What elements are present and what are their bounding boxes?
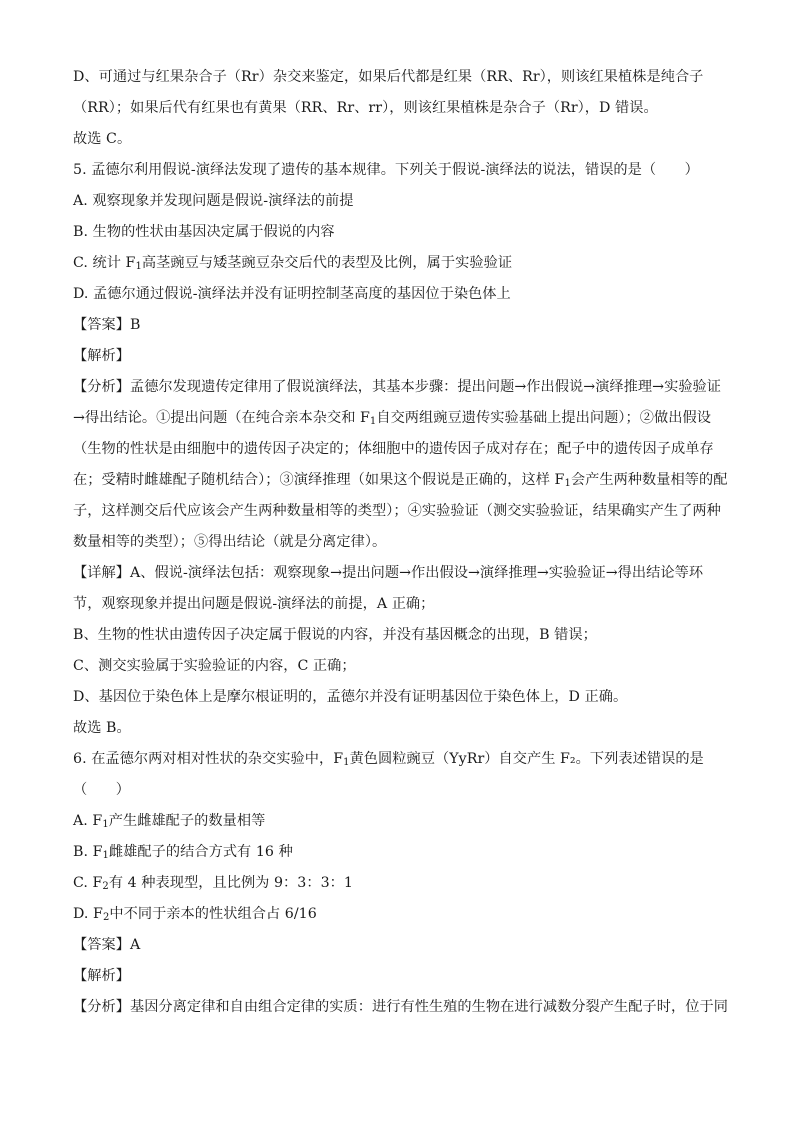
- text-line: [73, 124, 723, 155]
- text-line: [73, 992, 728, 1023]
- text-line: [73, 310, 723, 341]
- text-line: [73, 341, 723, 372]
- text-line: [73, 372, 723, 403]
- subscript: 2: [102, 881, 109, 892]
- line-text: 6. 在孟德尔两对相对性状的杂交实验中，F: [73, 751, 344, 767]
- line-text: D. F: [73, 906, 103, 922]
- line-text: 【答案】B: [73, 317, 141, 333]
- line-text: 【详解】A、假说-演绎法包括：观察现象→提出问题→作出假设→演绎推理→实验验证→得出结论等环: [73, 565, 704, 581]
- line-text: D、基因位于染色体上是摩尔根证明的，孟德尔并没有证明基因位于染色体上，D 正确。: [73, 689, 628, 705]
- subscript: 1: [343, 757, 350, 768]
- text-line: [73, 279, 723, 310]
- subscript: 2: [102, 912, 110, 923]
- line-text: B、生物的性状由遗传因子决定属于假说的内容，并没有基因概念的出现，B 错误；: [73, 627, 597, 643]
- line-text: A. 观察现象并发现问题是假说-演绎法的前提: [73, 193, 354, 209]
- line-text: 子，这样测交后代应该会产生两种数量相等的类型）；④实验验证（测交实验验证，结果确实产生了两种: [73, 503, 721, 519]
- line-text: C、测交实验属于实验验证的内容，C 正确；: [73, 658, 356, 674]
- text-line: [73, 496, 723, 527]
- text-line: [73, 744, 723, 775]
- line-text: B. 生物的性状由基因决定属于假说的内容: [73, 224, 335, 240]
- line-text: 【解析】: [73, 968, 130, 984]
- line-text-continued: 自交两组豌豆遗传实验基础上提出问题）；②做出假设: [376, 410, 711, 426]
- line-text: 【解析】: [73, 348, 130, 364]
- line-text-continued: 黄色圆粒豌豆（YyRr）自交产生 F₂。下列表述错误的是: [349, 751, 704, 767]
- line-text-continued: 雌雄配子的结合方式有 16 种: [108, 844, 293, 860]
- line-text: D、可通过与红果杂合子（Rr）杂交来鉴定，如果后代都是红果（RR、Rr），则该红果植株是纯合子: [73, 69, 704, 85]
- line-text: 节，观察现象并提出问题是假说-演绎法的前提，A 正确；: [73, 596, 435, 612]
- line-text-continued: 产生雌雄配子的数量相等: [108, 813, 266, 829]
- document-body: [73, 62, 728, 1023]
- text-line: [73, 651, 723, 682]
- text-line: [73, 961, 723, 992]
- subscript: 1: [135, 261, 142, 272]
- text-line: [73, 775, 723, 806]
- text-line: [73, 527, 723, 558]
- line-text: B. F: [73, 844, 103, 860]
- text-line: [73, 682, 723, 713]
- line-text: 数量相等的类型）；⑤得出结论（就是分离定律）。: [73, 534, 387, 550]
- line-text: 【答案】A: [73, 937, 141, 953]
- text-line: [73, 186, 723, 217]
- subscript: 1: [564, 478, 571, 489]
- text-line: [73, 899, 723, 930]
- text-line: [73, 217, 723, 248]
- text-line: [73, 930, 723, 961]
- text-line: [73, 62, 723, 93]
- subscript: 1: [102, 819, 109, 830]
- text-line: [73, 465, 728, 496]
- text-line: [73, 837, 723, 868]
- line-text: 在；受精时雌雄配子随机结合）；③演绎推理（如果这个假说是正确的，这样 F: [73, 472, 565, 488]
- line-text-continued: 有 4 种表现型，且比例为 9：3：3：1: [108, 875, 353, 891]
- line-text: →得出结论。①提出问题（在纯合亲本杂交和 F: [73, 410, 370, 426]
- line-text: C. F: [73, 875, 103, 891]
- line-text: （ ）: [73, 782, 130, 798]
- text-line: [73, 620, 723, 651]
- text-line: [73, 93, 723, 124]
- line-text-continued: 高茎豌豆与矮茎豌豆杂交后代的表型及比例，属于实验验证: [141, 255, 513, 271]
- subscript: 1: [102, 850, 109, 861]
- text-line: [73, 589, 723, 620]
- line-text: 故选 B。: [73, 720, 131, 736]
- text-line: [73, 155, 723, 186]
- line-text: 故选 C。: [73, 131, 132, 147]
- text-line: [73, 806, 723, 837]
- line-text: C. 统计 F: [73, 255, 136, 271]
- text-line: [73, 713, 723, 744]
- line-text: D. 孟德尔通过假说-演绎法并没有证明控制茎高度的基因位于染色体上: [73, 286, 511, 302]
- text-line: [73, 434, 723, 465]
- line-text: （RR）；如果后代有红果也有黄果（RR、Rr、rr），则该红果植株是杂合子（Rr），D 错误。: [73, 100, 658, 116]
- text-line: [73, 868, 723, 899]
- subscript: 1: [369, 416, 377, 427]
- line-text: A. F: [73, 813, 103, 829]
- line-text-continued: 会产生两种数量相等的配: [570, 472, 728, 488]
- line-text-continued: 中不同于亲本的性状组合占 6/16: [109, 906, 317, 922]
- line-text: （生物的性状是由细胞中的遗传因子决定的；体细胞中的遗传因子成对存在；配子中的遗传因子成单存: [73, 441, 714, 457]
- text-line: [73, 248, 723, 279]
- line-text: 【分析】孟德尔发现遗传定律用了假说演绎法，其基本步骤：提出问题→作出假说→演绎推理→实验验证: [73, 379, 722, 395]
- text-line: [73, 403, 723, 434]
- text-line: [73, 558, 723, 589]
- line-text: 5. 孟德尔利用假说-演绎法发现了遗传的基本规律。下列关于假说-演绎法的说法，错误的是（ ）: [73, 162, 699, 178]
- line-text: 【分析】基因分离定律和自由组合定律的实质：进行有性生殖的生物在进行减数分裂产生配子时，位于同: [73, 999, 728, 1015]
